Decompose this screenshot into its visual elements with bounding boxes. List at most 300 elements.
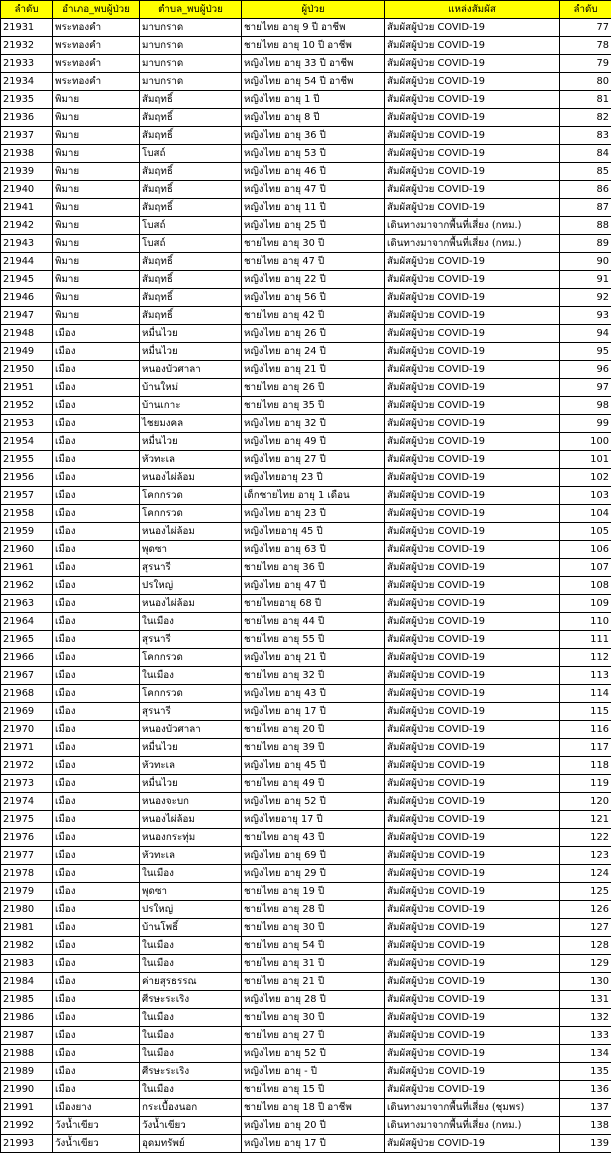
cell-rank: 137 — [560, 1099, 611, 1117]
cell-rank: 108 — [560, 577, 611, 595]
cell-rank: 112 — [560, 649, 611, 667]
cell-subdistrict: ปรใหญ่ — [140, 901, 242, 919]
cell-rank: 86 — [560, 181, 611, 199]
cell-seq: 21933 — [1, 55, 53, 73]
cell-seq: 21942 — [1, 217, 53, 235]
cell-source: สัมผัสผู้ป่วย COVID-19 — [385, 955, 560, 973]
cell-patient: ชายไทย อายุ 30 ปี — [242, 235, 385, 253]
table-row — [1, 361, 611, 379]
cell-source: สัมผัสผู้ป่วย COVID-19 — [385, 379, 560, 397]
cell-district: เมือง — [53, 343, 140, 361]
cell-patient: ชายไทย อายุ 54 ปี — [242, 937, 385, 955]
cell-seq: 21953 — [1, 415, 53, 433]
cell-rank: 101 — [560, 451, 611, 469]
cell-source: สัมผัสผู้ป่วย COVID-19 — [385, 991, 560, 1009]
table-row — [1, 973, 611, 991]
cell-patient: ชายไทย อายุ 10 ปี อาชีพ — [242, 37, 385, 55]
cell-source: สัมผัสผู้ป่วย COVID-19 — [385, 523, 560, 541]
cell-source: สัมผัสผู้ป่วย COVID-19 — [385, 1009, 560, 1027]
cell-subdistrict: มาบกราด — [140, 37, 242, 55]
cell-subdistrict: หมื่นไวย — [140, 775, 242, 793]
table-row — [1, 793, 611, 811]
cell-seq: 21938 — [1, 145, 53, 163]
cell-subdistrict: หัวทะเล — [140, 451, 242, 469]
cell-rank: 87 — [560, 199, 611, 217]
cell-subdistrict: อุดมทรัพย์ — [140, 1135, 242, 1153]
cell-subdistrict: โคกกรวด — [140, 685, 242, 703]
cell-rank: 103 — [560, 487, 611, 505]
table-row — [1, 91, 611, 109]
cell-patient: หญิงไทย อายุ 8 ปี — [242, 109, 385, 127]
cell-subdistrict: สัมฤทธิ์ — [140, 109, 242, 127]
cell-patient: ชายไทย อายุ 35 ปี — [242, 397, 385, 415]
cell-district: พิมาย — [53, 307, 140, 325]
cell-patient: หญิงไทย อายุ 54 ปี อาชีพ — [242, 73, 385, 91]
cell-rank: 99 — [560, 415, 611, 433]
cell-district: เมือง — [53, 739, 140, 757]
cell-subdistrict: บ้านโพธิ์ — [140, 919, 242, 937]
cell-seq: 21979 — [1, 883, 53, 901]
cell-seq: 21991 — [1, 1099, 53, 1117]
cell-source: สัมผัสผู้ป่วย COVID-19 — [385, 775, 560, 793]
cell-district: เมือง — [53, 469, 140, 487]
cell-patient: หญิงไทย อายุ 1 ปี — [242, 91, 385, 109]
cell-seq: 21962 — [1, 577, 53, 595]
cell-patient: หญิงไทย อายุ 17 ปี — [242, 1135, 385, 1153]
cell-district: เมือง — [53, 1081, 140, 1099]
cell-seq: 21971 — [1, 739, 53, 757]
cell-rank: 105 — [560, 523, 611, 541]
cell-rank: 89 — [560, 235, 611, 253]
table-row — [1, 289, 611, 307]
cell-patient: หญิงไทย อายุ 22 ปี — [242, 271, 385, 289]
cell-rank: 114 — [560, 685, 611, 703]
cell-subdistrict: ในเมือง — [140, 1045, 242, 1063]
cell-patient: ชายไทย อายุ 49 ปี — [242, 775, 385, 793]
cell-district: เมือง — [53, 559, 140, 577]
cell-rank: 98 — [560, 397, 611, 415]
cell-patient: หญิงไทย อายุ 33 ปี อาชีพ — [242, 55, 385, 73]
cell-seq: 21960 — [1, 541, 53, 559]
cell-subdistrict: สัมฤทธิ์ — [140, 307, 242, 325]
cell-source: สัมผัสผู้ป่วย COVID-19 — [385, 577, 560, 595]
header-seq: ลำดับ — [1, 1, 53, 19]
cell-district: พิมาย — [53, 235, 140, 253]
cell-seq: 21941 — [1, 199, 53, 217]
cell-source: สัมผัสผู้ป่วย COVID-19 — [385, 739, 560, 757]
table-row — [1, 523, 611, 541]
table-row — [1, 145, 611, 163]
cell-subdistrict: หนองบัวศาลา — [140, 721, 242, 739]
cell-rank: 109 — [560, 595, 611, 613]
cell-subdistrict: ในเมือง — [140, 1027, 242, 1045]
cell-subdistrict: ในเมือง — [140, 613, 242, 631]
cell-source: สัมผัสผู้ป่วย COVID-19 — [385, 937, 560, 955]
table-row — [1, 1063, 611, 1081]
cell-patient: ชายไทย อายุ 55 ปี — [242, 631, 385, 649]
cell-rank: 90 — [560, 253, 611, 271]
cell-seq: 21975 — [1, 811, 53, 829]
table-row — [1, 19, 611, 37]
cell-subdistrict: มาบกราด — [140, 73, 242, 91]
cell-seq: 21981 — [1, 919, 53, 937]
cell-district: พระทองคำ — [53, 37, 140, 55]
cell-source: สัมผัสผู้ป่วย COVID-19 — [385, 595, 560, 613]
cell-district: เมือง — [53, 721, 140, 739]
cell-source: สัมผัสผู้ป่วย COVID-19 — [385, 55, 560, 73]
cell-subdistrict: ศีรษะระเริง — [140, 991, 242, 1009]
cell-source: สัมผัสผู้ป่วย COVID-19 — [385, 883, 560, 901]
cell-patient: หญิงไทย อายุ 28 ปี — [242, 991, 385, 1009]
cell-seq: 21945 — [1, 271, 53, 289]
cell-seq: 21940 — [1, 181, 53, 199]
cell-rank: 125 — [560, 883, 611, 901]
cell-rank: 80 — [560, 73, 611, 91]
cell-patient: หญิงไทย อายุ 11 ปี — [242, 199, 385, 217]
cell-patient: หญิงไทย อายุ 25 ปี — [242, 217, 385, 235]
table-row — [1, 667, 611, 685]
table-row — [1, 829, 611, 847]
cell-rank: 106 — [560, 541, 611, 559]
table-row — [1, 919, 611, 937]
cell-district: เมือง — [53, 505, 140, 523]
cell-source: สัมผัสผู้ป่วย COVID-19 — [385, 901, 560, 919]
cell-patient: หญิงไทย อายุ 17 ปี — [242, 703, 385, 721]
cell-subdistrict: หนองไผ่ล้อม — [140, 595, 242, 613]
cell-seq: 21983 — [1, 955, 53, 973]
cell-district: เมือง — [53, 901, 140, 919]
table-row — [1, 577, 611, 595]
cell-source: สัมผัสผู้ป่วย COVID-19 — [385, 811, 560, 829]
cell-subdistrict: ศีรษะระเริง — [140, 1063, 242, 1081]
cell-rank: 96 — [560, 361, 611, 379]
cell-source: สัมผัสผู้ป่วย COVID-19 — [385, 793, 560, 811]
cell-subdistrict: สัมฤทธิ์ — [140, 163, 242, 181]
cell-district: วังน้ำเขียว — [53, 1135, 140, 1153]
table-row — [1, 415, 611, 433]
cell-seq: 21976 — [1, 829, 53, 847]
cell-subdistrict: บ้านใหม่ — [140, 379, 242, 397]
cell-subdistrict: สัมฤทธิ์ — [140, 199, 242, 217]
cell-patient: หญิงไทยอายุ 45 ปี — [242, 523, 385, 541]
cell-district: เมือง — [53, 865, 140, 883]
cell-rank: 104 — [560, 505, 611, 523]
cell-rank: 97 — [560, 379, 611, 397]
cell-district: เมือง — [53, 1009, 140, 1027]
table-row — [1, 883, 611, 901]
cell-subdistrict: พุดซา — [140, 541, 242, 559]
cell-rank: 117 — [560, 739, 611, 757]
cell-patient: หญิงไทย อายุ 45 ปี — [242, 757, 385, 775]
cell-source: สัมผัสผู้ป่วย COVID-19 — [385, 721, 560, 739]
cell-seq: 21990 — [1, 1081, 53, 1099]
cell-rank: 93 — [560, 307, 611, 325]
cell-rank: 94 — [560, 325, 611, 343]
cell-district: เมือง — [53, 487, 140, 505]
cell-patient: หญิงไทย อายุ 23 ปี — [242, 505, 385, 523]
cell-district: พิมาย — [53, 289, 140, 307]
table-row — [1, 127, 611, 145]
table-row — [1, 1117, 611, 1135]
cell-patient: ชายไทย อายุ 26 ปี — [242, 379, 385, 397]
cell-seq: 21936 — [1, 109, 53, 127]
cell-rank: 79 — [560, 55, 611, 73]
cell-seq: 21984 — [1, 973, 53, 991]
cell-seq: 21969 — [1, 703, 53, 721]
cell-rank: 133 — [560, 1027, 611, 1045]
cell-seq: 21937 — [1, 127, 53, 145]
cell-subdistrict: หนองบัวศาลา — [140, 361, 242, 379]
cell-subdistrict: ไชยมงคล — [140, 415, 242, 433]
cell-district: พิมาย — [53, 127, 140, 145]
cell-subdistrict: กระเบื้องนอก — [140, 1099, 242, 1117]
cell-patient: ชายไทย อายุ 30 ปี — [242, 1009, 385, 1027]
cell-patient: ชายไทย อายุ 28 ปี — [242, 901, 385, 919]
cell-district: เมือง — [53, 847, 140, 865]
table-row — [1, 451, 611, 469]
table-row — [1, 55, 611, 73]
table-row — [1, 469, 611, 487]
cell-district: เมือง — [53, 595, 140, 613]
cell-source: สัมผัสผู้ป่วย COVID-19 — [385, 1081, 560, 1099]
cell-patient: หญิงไทย อายุ 56 ปี — [242, 289, 385, 307]
cell-district: เมือง — [53, 361, 140, 379]
cell-seq: 21954 — [1, 433, 53, 451]
cell-subdistrict: ปรใหญ่ — [140, 577, 242, 595]
cell-district: เมือง — [53, 325, 140, 343]
cell-subdistrict: หมื่นไวย — [140, 739, 242, 757]
cell-rank: 121 — [560, 811, 611, 829]
cell-source: สัมผัสผู้ป่วย COVID-19 — [385, 307, 560, 325]
cell-district: เมือง — [53, 757, 140, 775]
table-row — [1, 217, 611, 235]
cell-patient: ชายไทย อายุ 15 ปี — [242, 1081, 385, 1099]
cell-patient: หญิงไทย อายุ 43 ปี — [242, 685, 385, 703]
cell-patient: ชายไทย อายุ 47 ปี — [242, 253, 385, 271]
cell-subdistrict: ในเมือง — [140, 667, 242, 685]
cell-source: สัมผัสผู้ป่วย COVID-19 — [385, 847, 560, 865]
cell-district: พิมาย — [53, 91, 140, 109]
cell-source: สัมผัสผู้ป่วย COVID-19 — [385, 487, 560, 505]
cell-rank: 128 — [560, 937, 611, 955]
cell-source: เดินทางมาจากพื้นที่เสี่ยง (กทม.) — [385, 235, 560, 253]
cell-source: สัมผัสผู้ป่วย COVID-19 — [385, 559, 560, 577]
cell-patient: หญิงไทย อายุ 29 ปี — [242, 865, 385, 883]
cell-district: พระทองคำ — [53, 73, 140, 91]
cell-district: เมือง — [53, 883, 140, 901]
table-row — [1, 163, 611, 181]
cell-seq: 21957 — [1, 487, 53, 505]
table-row — [1, 1027, 611, 1045]
cell-source: เดินทางมาจากพื้นที่เสี่ยง (ชุมพร) — [385, 1099, 560, 1117]
cell-district: เมือง — [53, 955, 140, 973]
cell-patient: ชายไทย อายุ 20 ปี — [242, 721, 385, 739]
cell-rank: 84 — [560, 145, 611, 163]
header-patient: ผู้ป่วย — [242, 1, 385, 19]
cell-seq: 21932 — [1, 37, 53, 55]
cell-subdistrict: สัมฤทธิ์ — [140, 253, 242, 271]
header-district: อำเภอ_พบผู้ป่วย — [53, 1, 140, 19]
cell-source: สัมผัสผู้ป่วย COVID-19 — [385, 289, 560, 307]
cell-patient: ชายไทย อายุ 18 ปี อาชีพ — [242, 1099, 385, 1117]
cell-patient: หญิงไทย อายุ 24 ปี — [242, 343, 385, 361]
cell-district: เมือง — [53, 541, 140, 559]
cell-patient: หญิงไทย อายุ 21 ปี — [242, 361, 385, 379]
cell-source: สัมผัสผู้ป่วย COVID-19 — [385, 1135, 560, 1153]
table-row — [1, 559, 611, 577]
cell-seq: 21978 — [1, 865, 53, 883]
cell-subdistrict: หมื่นไวย — [140, 433, 242, 451]
cell-subdistrict: สัมฤทธิ์ — [140, 127, 242, 145]
cell-patient: หญิงไทย อายุ - ปี — [242, 1063, 385, 1081]
cell-rank: 82 — [560, 109, 611, 127]
cell-district: เมือง — [53, 1045, 140, 1063]
cell-source: สัมผัสผู้ป่วย COVID-19 — [385, 343, 560, 361]
cell-patient: เด็กชายไทย อายุ 1 เดือน — [242, 487, 385, 505]
table-row — [1, 1135, 611, 1153]
cell-rank: 83 — [560, 127, 611, 145]
cell-subdistrict: หัวทะเล — [140, 757, 242, 775]
cell-source: สัมผัสผู้ป่วย COVID-19 — [385, 829, 560, 847]
cell-subdistrict: ในเมือง — [140, 937, 242, 955]
cell-subdistrict: สุรนารี — [140, 703, 242, 721]
cell-subdistrict: มาบกราด — [140, 19, 242, 37]
table-row — [1, 271, 611, 289]
cell-rank: 138 — [560, 1117, 611, 1135]
cell-seq: 21949 — [1, 343, 53, 361]
cell-rank: 118 — [560, 757, 611, 775]
cell-rank: 81 — [560, 91, 611, 109]
cell-district: เมือง — [53, 1063, 140, 1081]
header-source: แหล่งสัมผัส — [385, 1, 560, 19]
table-row — [1, 901, 611, 919]
table-row — [1, 253, 611, 271]
cell-subdistrict: หมื่นไวย — [140, 325, 242, 343]
cell-patient: หญิงไทย อายุ 47 ปี — [242, 181, 385, 199]
cell-rank: 124 — [560, 865, 611, 883]
cell-source: สัมผัสผู้ป่วย COVID-19 — [385, 613, 560, 631]
cell-source: สัมผัสผู้ป่วย COVID-19 — [385, 451, 560, 469]
cell-subdistrict: สัมฤทธิ์ — [140, 289, 242, 307]
cell-seq: 21967 — [1, 667, 53, 685]
cell-seq: 21951 — [1, 379, 53, 397]
cell-source: สัมผัสผู้ป่วย COVID-19 — [385, 109, 560, 127]
header-row — [1, 1, 611, 19]
table-row — [1, 937, 611, 955]
cell-source: สัมผัสผู้ป่วย COVID-19 — [385, 37, 560, 55]
cell-rank: 92 — [560, 289, 611, 307]
cell-district: เมือง — [53, 631, 140, 649]
cell-district: เมือง — [53, 667, 140, 685]
cell-seq: 21982 — [1, 937, 53, 955]
cell-subdistrict: ในเมือง — [140, 1081, 242, 1099]
cell-district: เมือง — [53, 523, 140, 541]
cell-subdistrict: หนองจะบก — [140, 793, 242, 811]
table-row — [1, 325, 611, 343]
cell-source: สัมผัสผู้ป่วย COVID-19 — [385, 181, 560, 199]
cell-subdistrict: ในเมือง — [140, 1009, 242, 1027]
cell-source: สัมผัสผู้ป่วย COVID-19 — [385, 415, 560, 433]
cell-district: เมือง — [53, 793, 140, 811]
cell-rank: 77 — [560, 19, 611, 37]
cell-patient: ชายไทย อายุ 32 ปี — [242, 667, 385, 685]
cell-source: สัมผัสผู้ป่วย COVID-19 — [385, 163, 560, 181]
cell-rank: 91 — [560, 271, 611, 289]
cell-district: เมือง — [53, 649, 140, 667]
cell-district: เมือง — [53, 577, 140, 595]
cell-subdistrict: หัวทะเล — [140, 847, 242, 865]
table-row — [1, 991, 611, 1009]
table-row — [1, 649, 611, 667]
table-row — [1, 199, 611, 217]
cell-source: สัมผัสผู้ป่วย COVID-19 — [385, 145, 560, 163]
cell-source: สัมผัสผู้ป่วย COVID-19 — [385, 667, 560, 685]
cell-patient: หญิงไทย อายุ 52 ปี — [242, 1045, 385, 1063]
cell-patient: หญิงไทย อายุ 46 ปี — [242, 163, 385, 181]
cell-seq: 21935 — [1, 91, 53, 109]
cell-patient: ชายไทย อายุ 44 ปี — [242, 613, 385, 631]
cell-district: เมือง — [53, 937, 140, 955]
cell-subdistrict: ค่ายสุรธรรณ — [140, 973, 242, 991]
cell-source: สัมผัสผู้ป่วย COVID-19 — [385, 73, 560, 91]
cell-district: เมือง — [53, 397, 140, 415]
cell-patient: ชายไทย อายุ 19 ปี — [242, 883, 385, 901]
cell-rank: 131 — [560, 991, 611, 1009]
cell-seq: 21931 — [1, 19, 53, 37]
cell-patient: ชายไทย อายุ 39 ปี — [242, 739, 385, 757]
cell-subdistrict: โคกกรวด — [140, 505, 242, 523]
cell-rank: 113 — [560, 667, 611, 685]
cell-patient: หญิงไทยอายุ 23 ปี — [242, 469, 385, 487]
table-row — [1, 541, 611, 559]
table-row — [1, 487, 611, 505]
table-row — [1, 757, 611, 775]
cell-subdistrict: โคกกรวด — [140, 487, 242, 505]
cell-patient: หญิงไทย อายุ 47 ปี — [242, 577, 385, 595]
cell-district: เมือง — [53, 433, 140, 451]
cell-source: สัมผัสผู้ป่วย COVID-19 — [385, 361, 560, 379]
cell-seq: 21955 — [1, 451, 53, 469]
cell-district: วังน้ำเขียว — [53, 1117, 140, 1135]
cell-rank: 85 — [560, 163, 611, 181]
cell-source: สัมผัสผู้ป่วย COVID-19 — [385, 1045, 560, 1063]
cell-seq: 21948 — [1, 325, 53, 343]
cell-rank: 122 — [560, 829, 611, 847]
cell-source: สัมผัสผู้ป่วย COVID-19 — [385, 91, 560, 109]
table-row — [1, 37, 611, 55]
cell-patient: ชายไทยอายุ 68 ปี — [242, 595, 385, 613]
cell-rank: 136 — [560, 1081, 611, 1099]
cell-seq: 21968 — [1, 685, 53, 703]
cell-subdistrict: หนองไผ่ล้อม — [140, 469, 242, 487]
cell-seq: 21958 — [1, 505, 53, 523]
cell-rank: 123 — [560, 847, 611, 865]
cell-subdistrict: มาบกราด — [140, 55, 242, 73]
cell-rank: 129 — [560, 955, 611, 973]
cell-seq: 21959 — [1, 523, 53, 541]
cell-seq: 21973 — [1, 775, 53, 793]
cell-subdistrict: ในเมือง — [140, 955, 242, 973]
cell-patient: หญิงไทย อายุ 26 ปี — [242, 325, 385, 343]
cell-subdistrict: โบสถ์ — [140, 145, 242, 163]
header-subdistrict: ตำบล_พบผู้ป่วย — [140, 1, 242, 19]
table-row — [1, 109, 611, 127]
cell-patient: ชายไทย อายุ 36 ปี — [242, 559, 385, 577]
cell-seq: 21961 — [1, 559, 53, 577]
cell-patient: หญิงไทย อายุ 27 ปี — [242, 451, 385, 469]
cell-subdistrict: หนองไผ่ล้อม — [140, 523, 242, 541]
cell-rank: 110 — [560, 613, 611, 631]
